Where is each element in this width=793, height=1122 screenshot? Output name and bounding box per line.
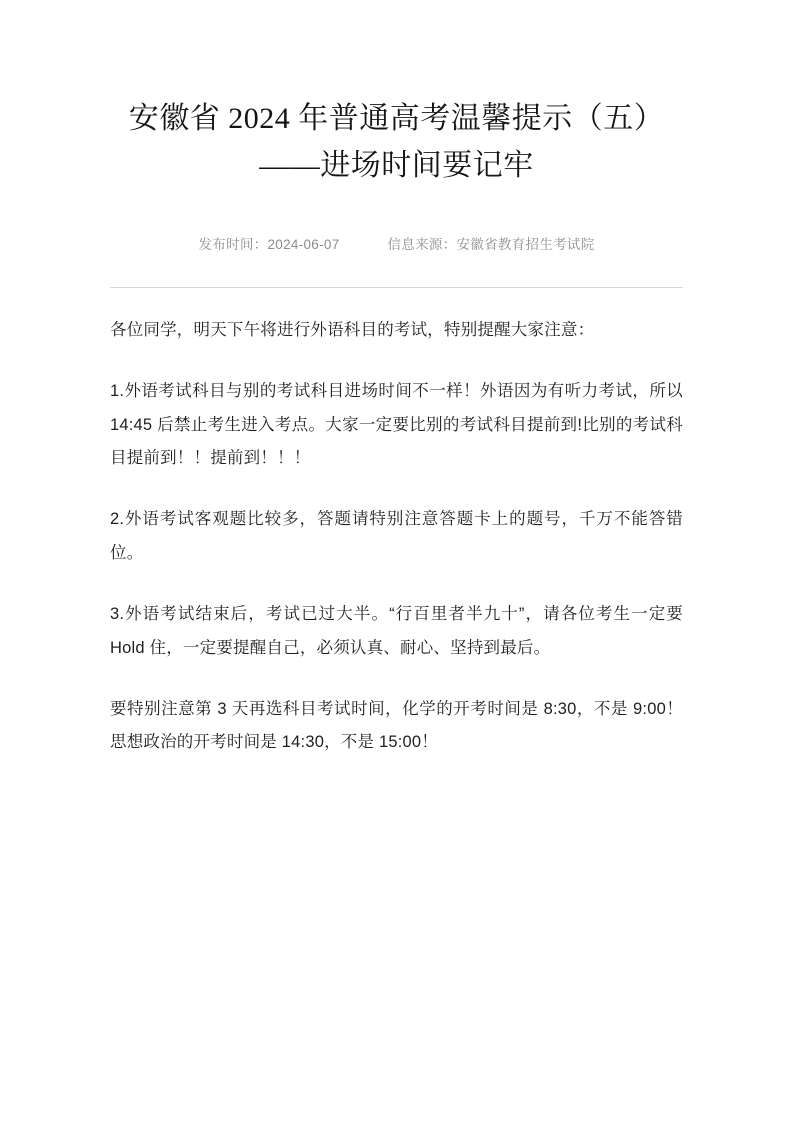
publish-date: 发布时间：2024-06-07 [198, 237, 340, 252]
paragraph-intro: 各位同学，明天下午将进行外语科目的考试，特别提醒大家注意： [110, 321, 595, 339]
paragraph-note: 要特别注意第 3 天再选科目考试时间，化学的开考时间是 8:30，不是 9:00！思想政治的开考时间是 14:30，不是 15:00！ [110, 699, 683, 752]
paragraph-item-2: 2.外语考试客观题比较多，答题请特别注意答题卡上的题号，千万不能答错位。 [110, 510, 683, 563]
paragraph-item-1: 1.外语考试科目与别的考试科目进场时间不一样！外语因为有听力考试，所以 14:45 后禁止考生进入考点。大家一定要比别的考试科目提前到!比别的考试科目提前到！！提前到！！！ [110, 381, 683, 468]
header-divider [110, 287, 683, 288]
document-meta [110, 233, 683, 253]
document-body [110, 314, 683, 760]
page-title [110, 0, 683, 189]
page-title-line-2: ——进场时间要记牢 [259, 148, 534, 182]
page-title-line-1: 安徽省 2024 年普通高考温馨提示（五） [128, 102, 665, 135]
information-source: 信息来源：安徽省教育招生考试院 [387, 237, 595, 252]
paragraph-item-3: 3.外语考试结束后，考试已过大半。“行百里者半九十”，请各位考生一定要 Hold 住，一定要提醒自己，必须认真、耐心、坚持到最后。 [110, 604, 683, 657]
